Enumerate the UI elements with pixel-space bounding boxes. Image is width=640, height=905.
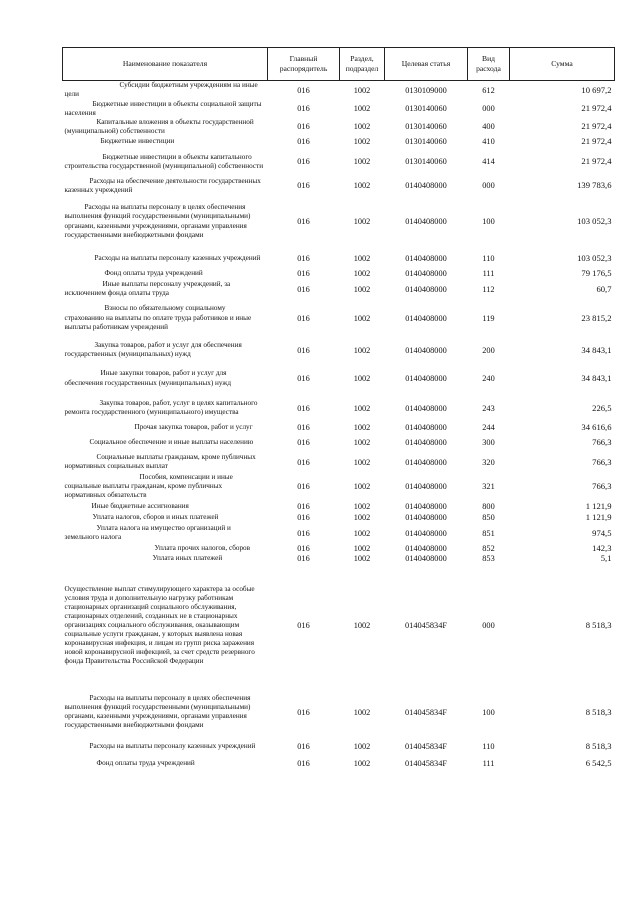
table-row [63,452,615,472]
row-admin: 016 [297,482,310,492]
row-name: Бюджетные инвестиции [100,136,175,145]
row-admin: 016 [297,85,310,95]
row-type: 000 [482,181,495,191]
row-name: Закупка товаров, работ, услуг в целях капитального ремонта государственного (муниципального) имущества [64,398,258,417]
row-section: 1002 [353,457,371,467]
row-section: 1002 [353,707,371,717]
row-sum: 34 843,1 [581,344,612,355]
row-name: Иные закупки товаров, работ и услуг для обеспечения государственных (муниципальных) нужд [64,369,231,387]
row-sum: 34 616,6 [581,421,612,432]
row-section: 1002 [353,136,371,146]
row-sum: 21 972,4 [581,103,612,114]
row-section: 1002 [353,482,371,492]
row-type: 000 [482,621,495,631]
row-admin: 016 [297,313,310,323]
row-sum: 10 697,2 [581,84,612,95]
row-admin: 016 [297,621,310,631]
row-section: 1002 [353,554,371,564]
table-row [63,279,615,299]
row-article: 0140408000 [405,543,447,553]
row-name: Капитальные вложения в объекты государственной (муниципальной) собственности [64,117,254,135]
table-body [63,81,615,771]
row-type: 853 [482,554,495,564]
row-article: 0130140060 [405,136,447,146]
table-row [63,543,615,553]
row-sum: 103 052,3 [577,252,612,263]
table-row [63,136,615,147]
row-name: Уплата прочих налогов, сборов [154,543,251,552]
row-article: 014045834F [405,742,447,752]
row-sum: 79 176,5 [581,268,612,279]
row-name: Субсидии бюджетным учреждениям на иные цели [64,81,258,99]
row-type: 100 [482,707,495,717]
row-sum: 8 518,3 [585,620,612,631]
row-name: Социальные выплаты гражданам, кроме публичных нормативных социальных выплат [64,452,256,471]
table-row [63,737,615,756]
row-name: Иные выплаты персоналу учреждений, за исключением фонда оплаты труда [64,279,231,298]
row-article: 0140408000 [405,457,447,467]
table-row [63,118,615,136]
row-article: 0130109000 [405,85,447,95]
row-sum: 766,3 [592,481,612,492]
row-type: 244 [482,422,495,432]
row-type: 410 [482,136,495,146]
row-article: 0140408000 [405,482,447,492]
table-row [63,147,615,177]
row-article: 0140408000 [405,181,447,191]
row-article: 0140408000 [405,528,447,538]
row-type: 100 [482,217,495,227]
row-article: 0130140060 [405,104,447,114]
row-admin: 016 [297,181,310,191]
row-type: 612 [482,85,495,95]
row-name: Расходы на выплаты персоналу казенных учреждений [89,742,256,751]
header-admin: Главный распорядитель [268,48,340,81]
row-admin: 016 [297,374,310,384]
row-admin: 016 [297,345,310,355]
row-article: 0140408000 [405,422,447,432]
row-article: 0140408000 [405,345,447,355]
table-row [63,501,615,512]
row-section: 1002 [353,104,371,114]
row-admin: 016 [297,742,310,752]
row-admin: 016 [297,122,310,132]
row-admin: 016 [297,707,310,717]
row-section: 1002 [353,217,371,227]
row-sum: 60,7 [596,283,612,294]
row-article: 0140408000 [405,284,447,294]
row-sum: 103 052,3 [577,216,612,227]
table-row [63,512,615,523]
row-type: 000 [482,104,495,114]
row-type: 800 [482,502,495,512]
row-admin: 016 [297,157,310,167]
row-sum: 974,5 [592,527,612,538]
row-section: 1002 [353,422,371,432]
row-section: 1002 [353,313,371,323]
table-row [63,299,615,337]
row-article: 0140408000 [405,554,447,564]
row-type: 119 [482,313,495,323]
row-sum: 8 518,3 [585,741,612,752]
row-name: Фонд оплаты труда учреждений [96,758,195,767]
row-type: 240 [482,374,495,384]
row-sum: 142,3 [592,542,612,553]
row-sum: 226,5 [592,402,612,413]
row-section: 1002 [353,403,371,413]
row-name: Бюджетные инвестиции в объекты социальной защиты населения [64,99,262,117]
row-admin: 016 [297,284,310,294]
row-section: 1002 [353,181,371,191]
row-admin: 016 [297,437,310,447]
table-row [63,100,615,118]
row-type: 321 [482,482,495,492]
table-row [63,472,615,501]
row-name: Уплата иных платежей [152,554,223,563]
table-row [63,337,615,363]
row-section: 1002 [353,528,371,538]
row-article: 0130140060 [405,157,447,167]
row-type: 851 [482,528,495,538]
row-article: 0140408000 [405,437,447,447]
row-sum: 34 843,1 [581,373,612,384]
row-type: 200 [482,345,495,355]
row-section: 1002 [353,122,371,132]
row-name: Прочая закупка товаров, работ и услуг [134,422,253,431]
table-row [63,432,615,452]
row-sum: 139 783,6 [577,180,612,191]
row-name: Уплата налога на имущество организаций и земельного налога [64,523,231,542]
row-article: 0140408000 [405,502,447,512]
row-article: 0140408000 [405,313,447,323]
row-section: 1002 [353,253,371,263]
table-row [63,394,615,422]
row-type: 414 [482,157,495,167]
row-name: Осуществление выплат стимулирующего характера за особые условия труда и дополнительную нагрузку работникам стационарных организаций социального обслуживания, стационарных отделений, созданных не в стационарных организациях социального обслуживания, оказывающим социальные услуги гражданам, у которых выявлена новая коронавирусная инфекция, и лицам из групп риска заражения новой коронавирусной инфекцией, за счет средств резервного фонда Правительства Российской Федерации [64,584,255,666]
table-row [63,81,615,100]
row-name: Взносы по обязательному социальному страхованию на выплаты по оплате труда работников и иные выплаты работникам учреждений [64,304,252,331]
row-admin: 016 [297,217,310,227]
table-row [63,422,615,432]
row-section: 1002 [353,742,371,752]
row-sum: 766,3 [592,456,612,467]
row-article: 0130140060 [405,122,447,132]
row-admin: 016 [297,269,310,279]
row-section: 1002 [353,157,371,167]
row-sum: 21 972,4 [581,156,612,167]
header-type: Вид расхода [468,48,510,81]
row-section: 1002 [353,345,371,355]
row-article: 0140408000 [405,513,447,523]
row-admin: 016 [297,513,310,523]
row-name: Расходы на выплаты персоналу казенных учреждений [94,253,261,262]
table-row [63,687,615,737]
row-sum: 23 815,2 [581,312,612,323]
row-name: Бюджетные инвестиции в объекты капитального строительства государственной (муниципальной) собственности [64,152,264,170]
row-sum: 21 972,4 [581,121,612,132]
table-row [63,177,615,195]
row-section: 1002 [353,374,371,384]
row-admin: 016 [297,104,310,114]
row-type: 850 [482,513,495,523]
row-type: 300 [482,437,495,447]
table-row [63,564,615,687]
row-article: 014045834F [405,707,447,717]
table-row [63,756,615,770]
row-name: Иные бюджетные ассигнования [91,502,189,511]
row-type: 243 [482,403,495,413]
row-name: Расходы на выплаты персоналу в целях обеспечения выполнения функций государственными (муниципальными) органами, казенными учреждениями, органами управления государственными внебюджетными фондами [64,203,251,239]
row-admin: 016 [297,543,310,553]
row-sum: 21 972,4 [581,135,612,146]
row-article: 0140408000 [405,403,447,413]
row-type: 110 [482,253,495,263]
row-article: 0140408000 [405,374,447,384]
row-admin: 016 [297,554,310,564]
row-article: 0140408000 [405,269,447,279]
row-article: 0140408000 [405,253,447,263]
row-name: Расходы на выплаты персоналу в целях обеспечения выполнения функций государственными (муниципальными) органами, казенными учреждениями, органами управления государственными внебюджетными фондами [64,693,251,730]
row-admin: 016 [297,528,310,538]
row-admin: 016 [297,422,310,432]
budget-table [62,47,615,770]
table-row [63,195,615,248]
row-name: Социальное обеспечение и иные выплаты населению [89,437,254,446]
table-row [63,363,615,394]
row-name: Фонд оплаты труда учреждений [104,269,203,278]
row-sum: 766,3 [592,436,612,447]
row-article: 0140408000 [405,217,447,227]
row-section: 1002 [353,502,371,512]
row-type: 400 [482,122,495,132]
row-name: Пособия, компенсации и иные социальные выплаты гражданам, кроме публичных нормативных обязательств [64,472,233,500]
row-section: 1002 [353,269,371,279]
row-type: 111 [482,758,495,768]
row-name: Закупка товаров, работ и услуг для обеспечения государственных (муниципальных) нужд [64,340,242,359]
row-sum: 6 542,5 [585,757,612,768]
row-admin: 016 [297,253,310,263]
row-section: 1002 [353,513,371,523]
row-article: 014045834F [405,621,447,631]
row-name: Расходы на обеспечение деятельности государственных казенных учреждений [64,176,261,194]
row-section: 1002 [353,758,371,768]
header-article: Целевая статья [385,48,468,81]
row-name: Уплата налогов, сборов и иных платежей [92,513,219,522]
row-admin: 016 [297,136,310,146]
row-sum: 5,1 [600,553,612,564]
row-section: 1002 [353,621,371,631]
row-type: 112 [482,284,495,294]
row-section: 1002 [353,284,371,294]
row-admin: 016 [297,758,310,768]
row-type: 852 [482,543,495,553]
table-row [63,523,615,543]
table-row [63,268,615,279]
row-article: 014045834F [405,758,447,768]
row-sum: 1 121,9 [585,512,612,523]
row-admin: 016 [297,403,310,413]
row-type: 110 [482,742,495,752]
table-header [63,48,615,81]
row-section: 1002 [353,543,371,553]
header-section: Раздел, подраздел [340,48,385,81]
header-name: Наименование показателя [63,48,268,81]
row-type: 111 [482,269,495,279]
row-section: 1002 [353,85,371,95]
row-section: 1002 [353,437,371,447]
table-row [63,248,615,268]
row-type: 320 [482,457,495,467]
row-sum: 1 121,9 [585,501,612,512]
header-sum: Сумма [510,48,615,81]
row-admin: 016 [297,502,310,512]
row-sum: 8 518,3 [585,706,612,717]
table-row [63,553,615,564]
row-admin: 016 [297,457,310,467]
